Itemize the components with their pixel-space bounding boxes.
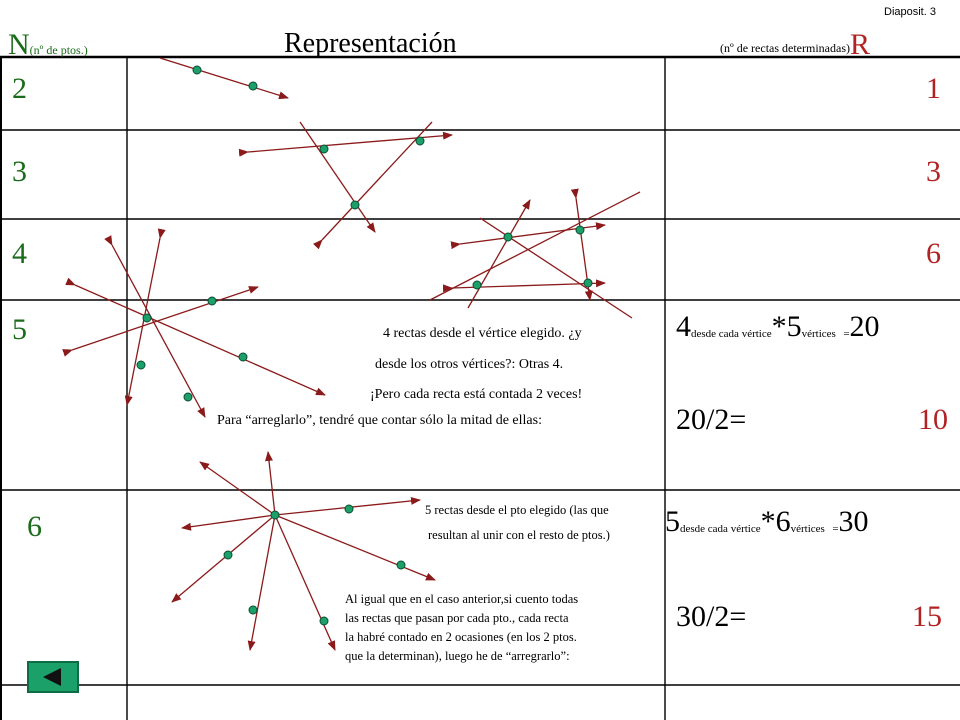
point (473, 281, 481, 289)
point (143, 314, 151, 322)
header-n (8, 28, 88, 62)
row-n-3: 3 (12, 155, 27, 188)
row6-calc: $5_{desde cada vértice}*6_{vértices}$ $_=$30 (665, 505, 869, 538)
line-row5d (112, 245, 205, 417)
row5-half: 20/2= (676, 403, 747, 436)
line-row6g (200, 462, 275, 515)
point (184, 393, 192, 401)
row-r-6: 15 (912, 600, 942, 633)
line-row6d (250, 515, 275, 650)
row6-half: 30/2= (676, 600, 747, 633)
row5-note-1: 4 rectas desde el vértice elegido. ¿y (383, 326, 582, 341)
row5-note-4: Para “arreglarlo”, tendré que contar sólo la mitad de ellas: (217, 413, 542, 428)
point (249, 82, 257, 90)
slide-number: Diaposit. 3 (884, 6, 936, 18)
point (320, 145, 328, 153)
row6-note-1: 5 rectas desde el pto elegido (las que (425, 503, 609, 517)
point (320, 617, 328, 625)
row-r-3: 3 (926, 155, 941, 188)
header-r-letter: R (850, 28, 871, 61)
header-n-sub: (nº de ptos.) (29, 43, 88, 57)
point (504, 233, 512, 241)
line-row3c (322, 122, 432, 240)
header-n-letter: N (8, 28, 30, 61)
line-row3b (300, 122, 375, 232)
point (345, 505, 353, 513)
point (224, 551, 232, 559)
row6-note-2: resultan al unir con el resto de ptos.) (428, 528, 610, 542)
line-row4e (430, 192, 640, 300)
header-r-sub: (nº de rectas determinadas) (720, 41, 850, 55)
back-button[interactable] (27, 661, 79, 693)
row6-paragraph: Al igual que en el caso anterior,si cuento todas las rectas que pasan por cada pto., cada recta la habré contado en 2 ocasiones (en los 2 ptos. que la determinan), luego he de “arregrarlo”: (345, 592, 579, 663)
point (271, 511, 279, 519)
point (137, 361, 145, 369)
arrow-left-icon (43, 668, 61, 686)
line-group (72, 58, 640, 650)
header-title: Representación (284, 28, 457, 59)
point (397, 561, 405, 569)
point (416, 137, 424, 145)
row5-calc: $4_{desde cada vértice}*5_{vértices}$ $_=$20 (676, 310, 880, 343)
point (576, 226, 584, 234)
row5-note-3: ¡Pero cada recta está contada 2 veces! (370, 387, 583, 402)
point (239, 353, 247, 361)
point (249, 606, 257, 614)
point (193, 66, 201, 74)
row-n-5: 5 (12, 313, 27, 346)
row-r-5: 10 (918, 403, 948, 436)
row5-note-2: desde los otros vértices?: Otras 4. (375, 357, 564, 372)
row-r-4: 6 (926, 237, 941, 270)
row-r-2: 1 (926, 72, 941, 105)
line-row6h (268, 452, 275, 515)
point (208, 297, 216, 305)
row-n-4: 4 (12, 237, 27, 270)
line-row4f (480, 218, 632, 318)
line-row6e (172, 515, 275, 602)
line-row5b (75, 285, 325, 395)
line-row2 (160, 58, 288, 98)
header-r (720, 28, 870, 62)
point (584, 279, 592, 287)
row-n-6: 6 (27, 510, 42, 543)
row-n-2: 2 (12, 72, 27, 105)
point (351, 201, 359, 209)
